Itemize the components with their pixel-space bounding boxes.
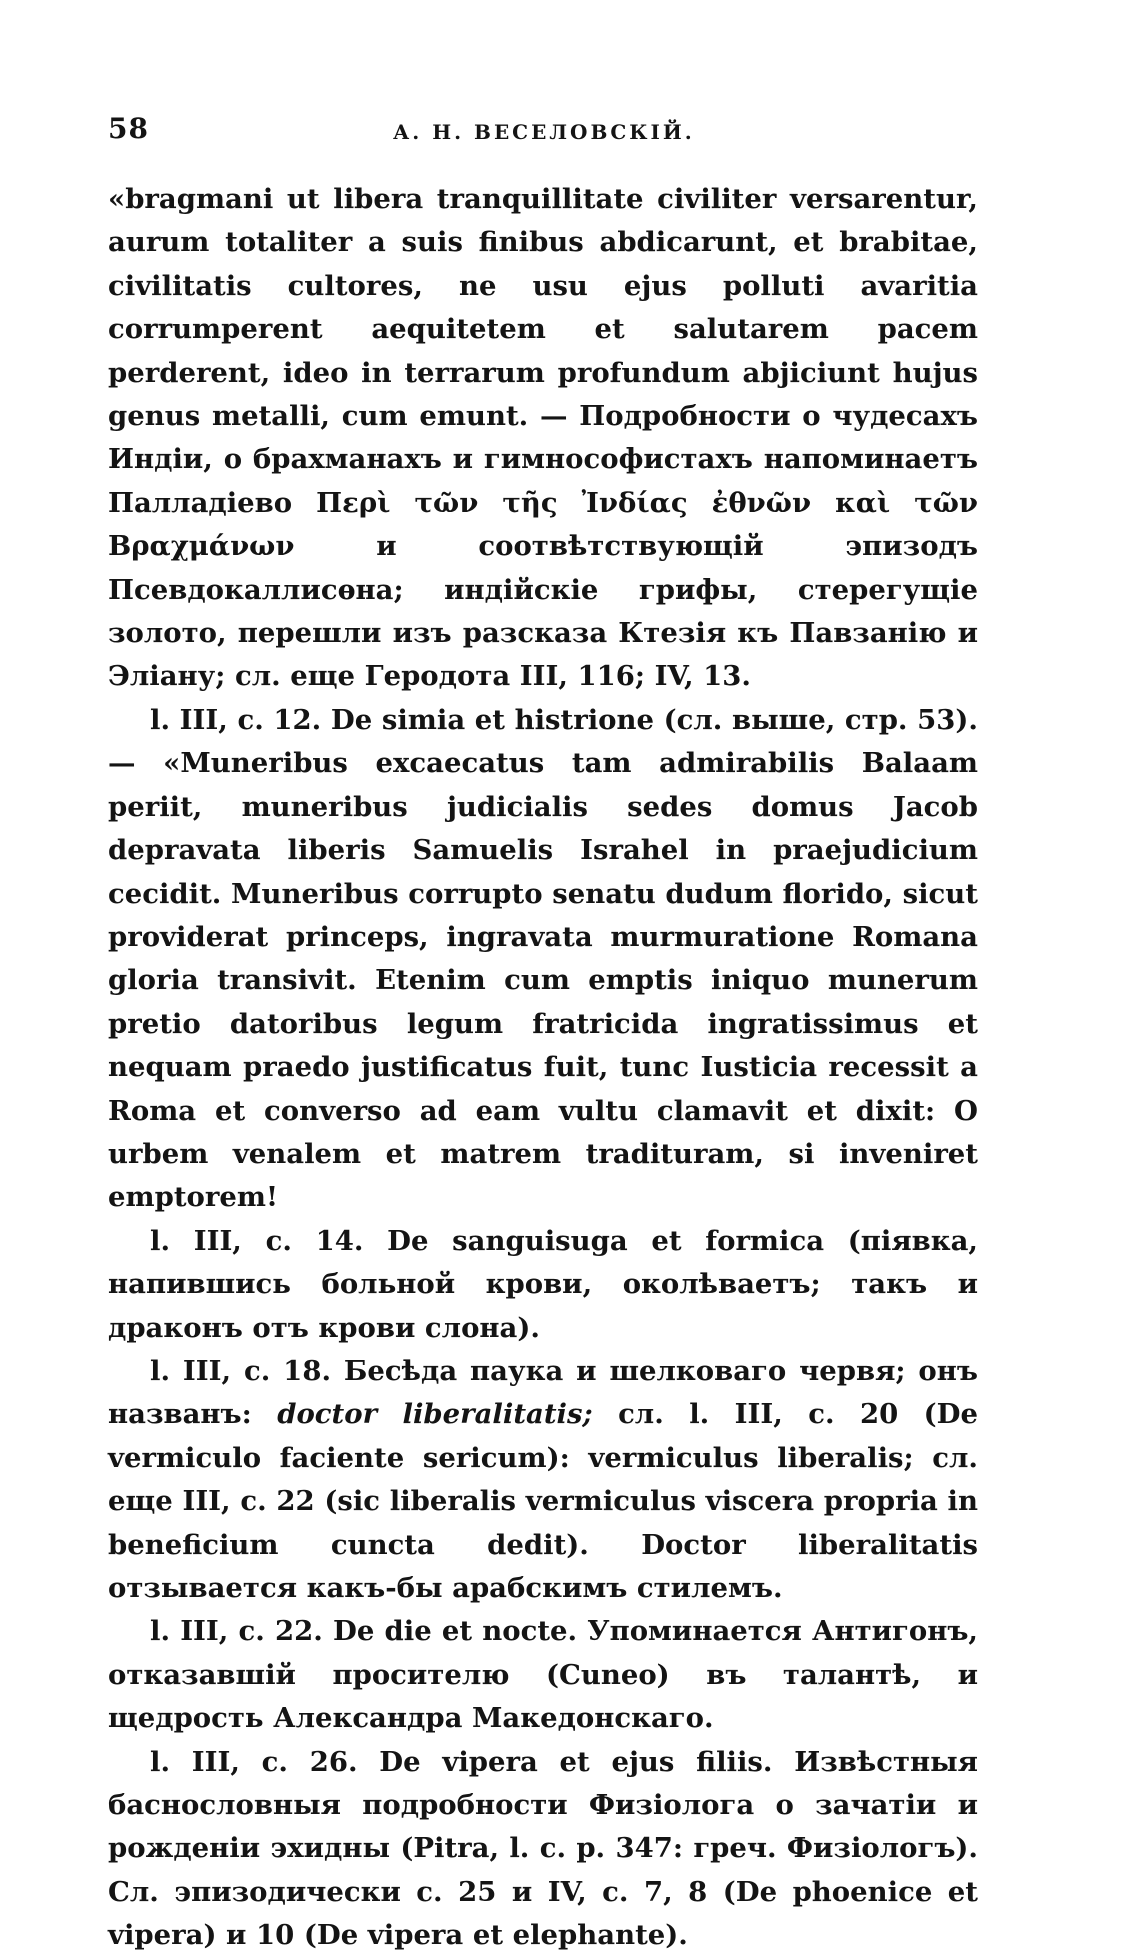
page-number: 58	[108, 112, 149, 145]
body-text	[108, 178, 978, 1958]
paragraph-3: l. III, c. 14. De sanguisuga et formica (піявка, напившись больной крови, околѣваетъ; такъ и драконъ отъ крови слона).	[108, 1224, 978, 1344]
paragraph-4-rest: сл. l. III, c. 20 (De vermiculo faciente sericum): vermiculus liberalis; сл. еще III, c. 22 (sic liberalis vermiculus viscera propria in beneficium cuncta dedit). Doctor liberalitatis отзывается какъ-бы арабскимъ стилемъ.	[108, 1398, 979, 1604]
paragraph-4-lead: l. III, c. 18. Бесѣда паука и шелковаго червя; онъ названъ:	[108, 1354, 978, 1431]
paragraph-1: «bragmani ut libera tranquillitate civiliter versarentur, aurum totaliter a suis finibus abdicarunt, et brabitae, civilitatis cultores, ne usu ejus polluti avaritia corrumperent aequitetem et salutarem pacem perderent, ideo in terrarum profundum abjiciunt hujus genus metalli, cum emunt. — Подробности о чудесахъ Индіи, о брахманахъ и гимнософистахъ напоминаетъ Палладіево Περὶ τῶν τῆς Ἰνδίας ἐθνῶν καὶ τῶν Βραχμάνων и соотвѣтствующій эпизодъ Псевдокаллисѳна; индійскіе грифы, стерегущіе золото, перешли изъ разсказа Ктезія къ Павзанію и Эліану; сл. еще Геродота III, 116; IV, 13.	[108, 183, 978, 693]
page-header	[108, 112, 978, 152]
paragraph-4-italic-term: doctor liberalitatis;	[277, 1398, 593, 1431]
paragraph-5: l. III, c. 22. De die et nocte. Упоминается Антигонъ, отказавшій просителю (Cuneo) въ талантѣ, и щедрость Александра Македонскаго.	[108, 1615, 978, 1735]
paragraph-2: l. III, c. 12. De simia et histrione (сл. выше, стр. 53). — «Muneribus excaecatus tam admirabilis Balaam periit, muneribus judicialis sedes domus Jacob depravata liberis Samuelis Israhel in praejudicium cecidit. Muneribus corrupto senatu dudum florido, sicut providerat princeps, ingravata murmuratione Romana gloria transivit. Etenim cum emptis iniquo munerum pretio datoribus legum fratricida ingratissimus et nequam praedo justificatus fuit, tunc Iusticia recessit a Roma et converso ad eam vultu clamavit et dixit: O urbem venalem et matrem tradituram, si inveniret emptorem!	[108, 703, 978, 1214]
paragraph-6: l. III, c. 26. De vipera et ejus filiis. Извѣстныя баснословныя подробности Физіолога о зачатіи и рожденіи эхидны (Pitra, l. c. p. 347: греч. Физіологъ). Сл. эпизодически c. 25 и IV, c. 7, 8 (De phoenice et vipera) и 10 (De vipera et elephante).	[108, 1745, 978, 1952]
paragraph-4	[108, 1350, 978, 1610]
running-head: А. Н. ВЕСЕЛОВСКІЙ.	[393, 120, 695, 144]
